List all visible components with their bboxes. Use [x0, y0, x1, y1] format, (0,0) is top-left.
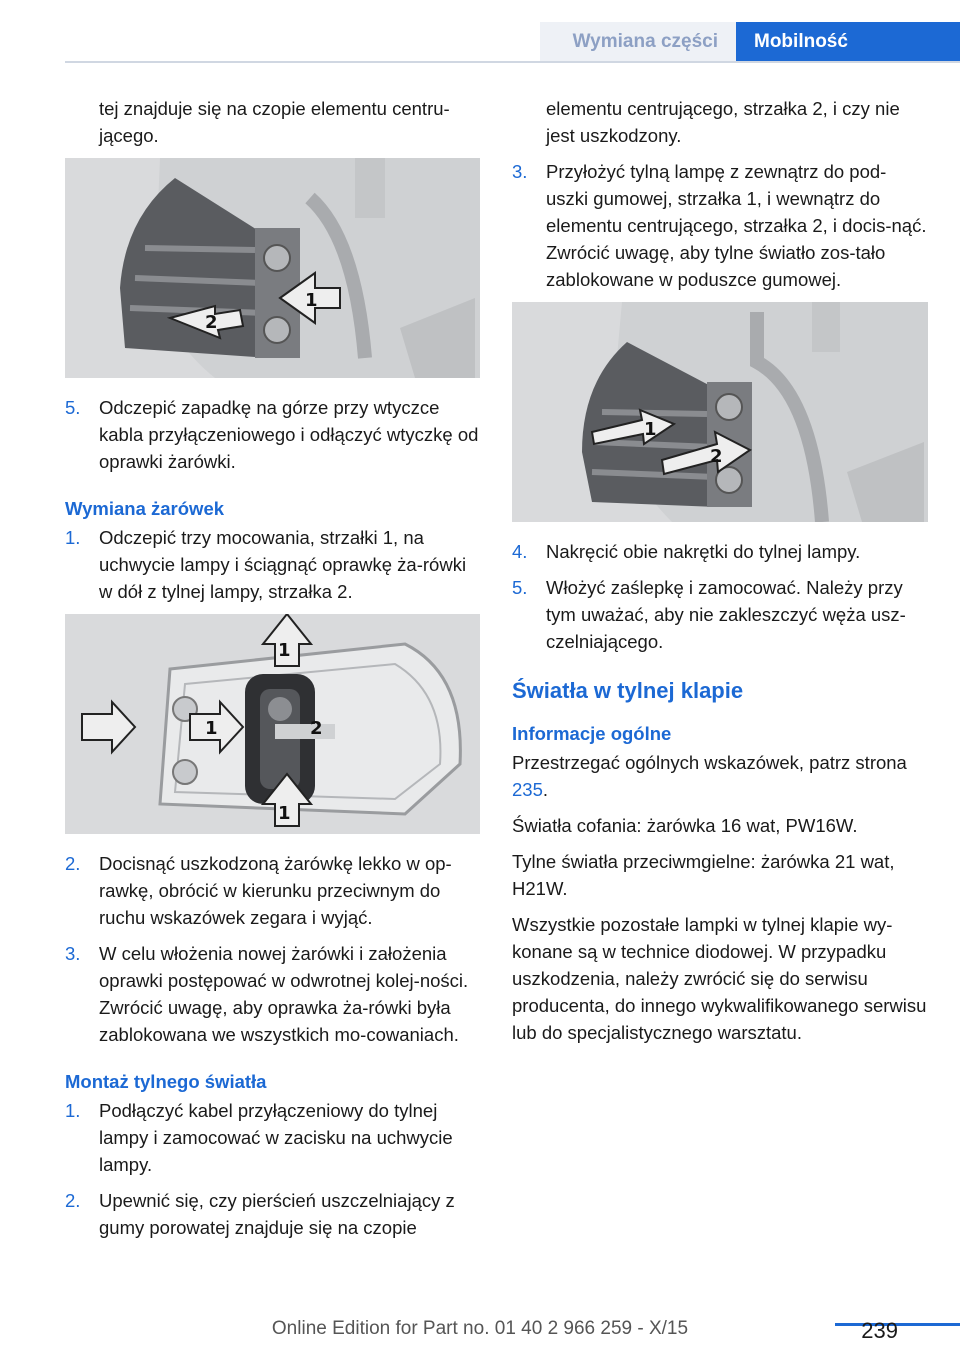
- fig1-label-2: 2: [205, 312, 218, 333]
- list-item: [512, 574, 928, 655]
- list-number: 2.: [65, 853, 81, 874]
- section-heading-taillight-mount: Montaż tylnego światła: [65, 1071, 267, 1092]
- header-section-tab: [540, 22, 736, 61]
- left-column: [65, 95, 480, 1250]
- list-text: Włożyć zaślepkę i zamocować. Należy przy tym uważać, aby nie zakleszczyć węża usz‐czelniającego.: [546, 577, 906, 652]
- fig2-label-4: 1: [278, 803, 291, 824]
- list-number: 5.: [512, 577, 528, 598]
- list-item: [512, 158, 928, 293]
- page-reference-link[interactable]: 235: [512, 779, 543, 800]
- header-chapter-tab: [736, 22, 960, 61]
- fig2-label-2: 1: [205, 718, 218, 739]
- list-item: [65, 850, 480, 931]
- list-number: 1.: [65, 1100, 81, 1121]
- list-number: 2.: [65, 1190, 81, 1211]
- header-rule: [65, 61, 960, 63]
- list-text: Nakręcić obie nakrętki do tylnej lampy.: [546, 541, 861, 562]
- section-heading-tailgate-lights: Światła w tylnej klapie: [512, 678, 744, 703]
- list-number: 4.: [512, 541, 528, 562]
- fig1-label-1: 1: [305, 290, 318, 311]
- intro-text: tej znajduje się na czopie elementu centru‐jącego.: [99, 98, 450, 146]
- list-item: [65, 940, 480, 1048]
- list-item: [65, 1097, 480, 1178]
- list-text: Podłączyć kabel przyłączeniowy do tylnej lampy i zamocować w zacisku na uchwycie lampy.: [99, 1100, 453, 1175]
- paragraph-led-info: Wszystkie pozostałe lampki w tylnej klapie wy‐konane są w technice diodowej. W przypadku uszkodzenia, należy zwrócić się do serwisu producenta, do innego wykwalifikowanego serwisu lub do specjalistycznego warsztatu.: [512, 914, 927, 1043]
- section-heading-bulb-replacement: Wymiana żarówek: [65, 498, 225, 519]
- header-chapter-label: Mobilność: [754, 30, 848, 52]
- subheading-general-info: Informacje ogólne: [512, 723, 672, 744]
- page-number: 239: [861, 1318, 898, 1343]
- list-text: Odczepić zapadkę na górze przy wtyczce kabla przyłączeniowego i odłączyć wtyczkę od oprawki żarówki.: [99, 397, 479, 472]
- fig3-label-2: 2: [710, 446, 723, 467]
- list-text: Upewnić się, czy pierścień uszczelniający z gumy porowatej znajduje się na czopie: [99, 1190, 455, 1238]
- header-section-label: Wymiana części: [572, 30, 718, 52]
- continued-text: elementu centrującego, strzałka 2, i czy nie jest uszkodzony.: [546, 98, 900, 146]
- figure-bulb-holder: [65, 614, 480, 834]
- list-text: Docisnąć uszkodzoną żarówkę lekko w op‐rawkę, obrócić w kierunku przeciwnym do ruchu wskazówek zegara i wyjąć.: [99, 853, 452, 928]
- list-number: 5.: [65, 397, 81, 418]
- paragraph-text: Przestrzegać ogólnych wskazówek, patrz strona: [512, 752, 907, 773]
- list-item: [512, 538, 928, 565]
- paragraph-fog-lights: Tylne światła przeciwmgielne: żarówka 21 wat, H21W.: [512, 851, 895, 899]
- paragraph-reverse-lights: Światła cofania: żarówka 16 wat, PW16W.: [512, 815, 858, 836]
- paragraph-general-notes: [512, 749, 928, 803]
- list-item: [65, 394, 480, 475]
- fig3-label-1: 1: [644, 419, 657, 440]
- edition-note: Online Edition for Part no. 01 40 2 966 259 - X/15: [271, 1318, 689, 1339]
- figure-taillight-install: [512, 302, 928, 522]
- list-item: [65, 1187, 480, 1241]
- list-text: W celu włożenia nowej żarówki i założenia oprawki postępować w odwrotnej kolej‐ności. Zwrócić uwagę, aby oprawka ża‐rówki była zablokowana we wszystkich mo‐cowaniach.: [99, 943, 469, 1045]
- list-number: 3.: [65, 943, 81, 964]
- list-number: 3.: [512, 161, 528, 182]
- right-column: [512, 95, 928, 1055]
- list-text: Przyłożyć tylną lampę z zewnątrz do pod‐uszki gumowej, strzałka 1, i wewnątrz do elementu centrującego, strzałka 2, i docis‐nąć. Zwrócić uwagę, aby tylne światło zos‐tało zablokowane w poduszce gumowej.: [546, 161, 927, 290]
- list-item: [65, 524, 480, 605]
- fig2-label-1: 1: [278, 640, 291, 661]
- fig2-label-3: 2: [310, 718, 323, 739]
- list-text: Odczepić trzy mocowania, strzałki 1, na uchwycie lampy i ściągnąć oprawkę ża‐rówki w dół z tylnej lampy, strzałka 2.: [99, 527, 467, 602]
- list-number: 1.: [65, 527, 81, 548]
- paragraph-period: .: [542, 779, 549, 800]
- figure-taillight-removal: [65, 158, 480, 378]
